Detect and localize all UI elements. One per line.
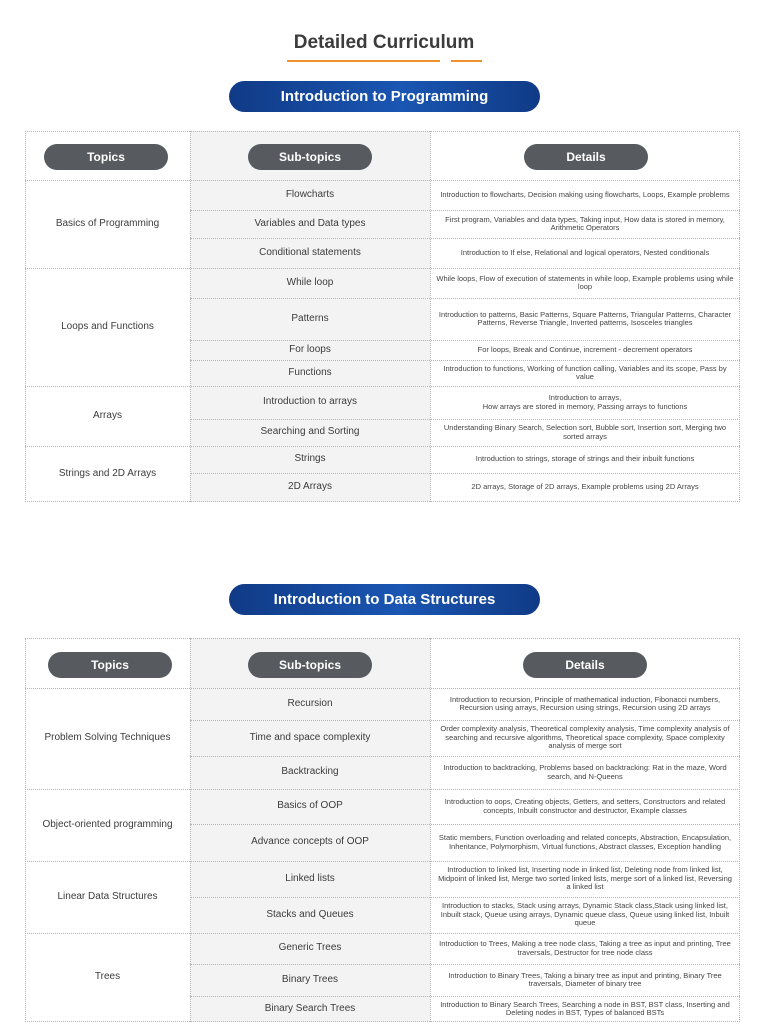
details-cell: Introduction to recursion, Principle of mathematical induction, Fibonacci numbers, Recursion using arrays, Recursion using strings, Recursion using 2D arrays — [449, 694, 721, 712]
subtopics-header: Sub-topics — [248, 652, 372, 678]
details-cell: Introduction to arrays, How arrays are stored in memory, Passing arrays to functions — [482, 393, 688, 411]
subtopic-cell: Advance concepts of OOP — [251, 836, 369, 848]
subtopic-cell: Basics of OOP — [277, 800, 343, 812]
details-cell: Introduction to oops, Creating objects, Getters, and setters, Constructors and related concepts, Inbuilt constructor and destructor, Example classes — [444, 797, 726, 815]
subtopic-cell: Backtracking — [281, 766, 339, 778]
page-title: Detailed Curriculum — [293, 32, 475, 53]
topics-header: Topics — [48, 652, 172, 678]
topic-name: Loops and Functions — [61, 320, 154, 332]
details-cell: Introduction to flowcharts, Decision making using flowcharts, Loops, Example problems — [440, 189, 730, 199]
table-border — [25, 638, 740, 639]
subtopic-cell: Variables and Data types — [254, 217, 366, 229]
subtopic-cell: Flowcharts — [285, 188, 335, 200]
topic-name: Basics of Programming — [55, 217, 160, 229]
subtopic-cell: Functions — [288, 366, 332, 378]
table-border — [25, 131, 740, 132]
subtopic-cell: Generic Trees — [278, 942, 342, 954]
subtopic-cell: Recursion — [287, 697, 333, 709]
topic-name: Trees — [94, 971, 121, 983]
details-cell: Introduction to linked list, Inserting node in linked list, Deleting node from linked list, Midpoint of linked list, Merge two sorted linked lists, merge sort of a linked list, Reversing a linked list — [438, 865, 732, 892]
details-cell: Introduction to strings, storage of strings and their inbuilt functions — [475, 454, 695, 464]
details-cell: Introduction to backtracking, Problems based on backtracking: Rat in the maze, Word search, and N-Queens — [443, 763, 727, 781]
details-cell: Introduction to Binary Search Trees, Searching a node in BST, BST class, Inserting and Deleting nodes in BST, Types of balanced BSTs — [440, 999, 730, 1017]
details-cell: First program, Variables and data types, Taking input, How data is stored in memory, Arithmetic Operators — [445, 214, 725, 232]
details-header: Details — [524, 144, 648, 170]
details-cell: Introduction to Trees, Making a tree node class, Taking a tree as input and printing, Tree traversals, Destructor for tree node class — [439, 939, 731, 957]
title-underline-accent — [451, 60, 482, 62]
details-cell: Introduction to functions, Working of function calling, Variables and its scope, Pass by value — [443, 363, 727, 381]
section-banner: Introduction to Data Structures — [229, 584, 540, 615]
subtopic-cell: Binary Search Trees — [264, 1002, 356, 1014]
curriculum-table — [25, 638, 740, 1022]
details-cell: 2D arrays, Storage of 2D arrays, Example problems using 2D Arrays — [471, 482, 699, 492]
details-cell: Static members, Function overloading and related concepts, Abstraction, Encapsulation, Inheritance, Polymorphism, Virtual functions, Abstract classes, Exception handling — [438, 833, 732, 851]
subtopic-cell: Conditional statements — [259, 246, 361, 258]
details-cell: While loops, Flow of execution of statements in while loop, Example problems using while loop — [436, 273, 734, 291]
subtopic-cell: 2D Arrays — [288, 481, 332, 493]
topic-name: Object-oriented programming — [42, 818, 173, 830]
topic-name: Arrays — [93, 409, 122, 421]
subtopic-cell: While loop — [286, 276, 334, 288]
subtopic-cell: Patterns — [291, 312, 329, 324]
subtopic-cell: Time and space complexity — [249, 731, 371, 743]
details-cell: Introduction to Binary Trees, Taking a binary tree as input and printing, Binary Tree traversals, Diameter of binary tree — [448, 970, 722, 988]
details-cell: Introduction to If else, Relational and logical operators, Nested conditionals — [460, 247, 710, 257]
details-cell: Introduction to stacks, Stack using arrays, Dynamic Stack class,Stack using linked list, Inbuilt stack, Queue using arrays, Dynamic queue class, Queue using linked list, Inbuilt queue — [440, 901, 730, 928]
details-cell: For loops, Break and Continue, increment - decrement operators — [477, 344, 693, 354]
subtopic-cell: Searching and Sorting — [260, 426, 360, 438]
subtopic-cell: Introduction to arrays — [263, 396, 357, 408]
topic-name: Strings and 2D Arrays — [58, 467, 157, 479]
title-underline — [287, 60, 440, 62]
details-header: Details — [523, 652, 647, 678]
subtopic-cell: Binary Trees — [281, 973, 339, 985]
subtopic-cell: For loops — [289, 343, 331, 355]
subtopic-cell: Stacks and Queues — [266, 908, 354, 920]
details-cell: Understanding Binary Search, Selection sort, Bubble sort, Insertion sort, Merging two sorted arrays — [443, 423, 727, 441]
topic-name: Problem Solving Techniques — [44, 732, 171, 744]
details-cell: Introduction to patterns, Basic Patterns, Square Patterns, Triangular Patterns, Character Patterns, Reverse Triangle, Inverted patterns, Isosceles triangles — [438, 309, 732, 327]
topics-header: Topics — [44, 144, 168, 170]
subtopic-cell: Linked lists — [285, 872, 335, 884]
topic-name: Linear Data Structures — [57, 890, 158, 902]
curriculum-table — [25, 131, 740, 502]
details-cell: Order complexity analysis, Theoretical complexity analysis, Time complexity analysis of searching and recursive algorithms, Theoretical space complexity, Space complexity analysis of merge sort — [440, 724, 730, 751]
section-banner: Introduction to Programming — [229, 81, 540, 112]
subtopics-header: Sub-topics — [248, 144, 372, 170]
subtopic-cell: Strings — [294, 453, 326, 465]
